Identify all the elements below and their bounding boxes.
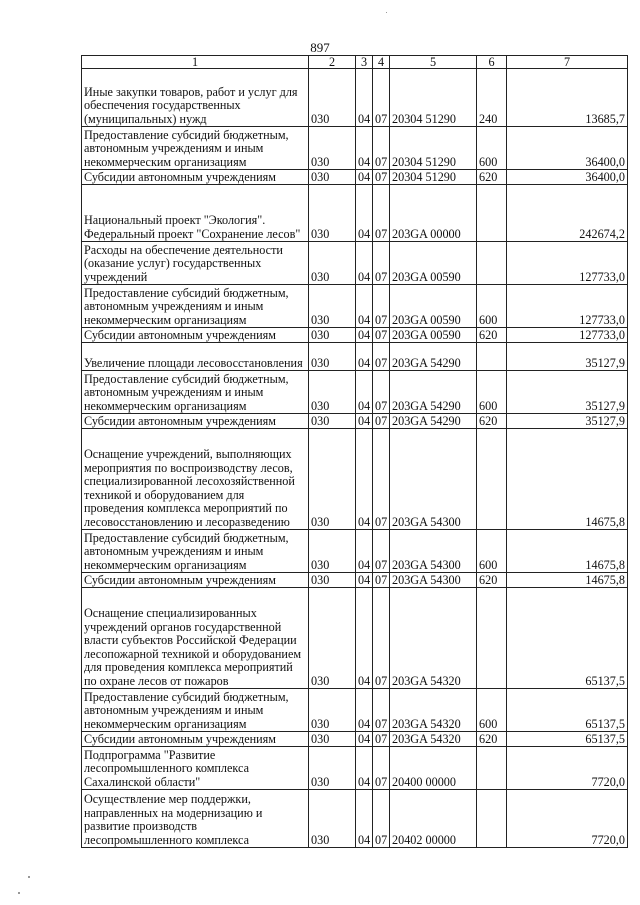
table-row (82, 185, 628, 242)
page-number: 897 (310, 40, 330, 55)
cell-type: 600 (477, 689, 507, 732)
scan-speck (28, 876, 30, 878)
cell-amount: 127733,0 (507, 242, 628, 285)
cell-type: 600 (477, 371, 507, 414)
cell-section: 04 (356, 747, 373, 790)
cell-target: 203GA 54300 (390, 429, 477, 530)
cell-type: 620 (477, 328, 507, 343)
table-header-row (82, 56, 628, 69)
cell-type (477, 429, 507, 530)
cell-amount: 7720,0 (507, 790, 628, 848)
table-row (82, 573, 628, 588)
cell-section: 04 (356, 170, 373, 185)
cell-ministry: 030 (309, 185, 356, 242)
cell-section: 04 (356, 689, 373, 732)
cell-amount: 7720,0 (507, 747, 628, 790)
cell-type: 600 (477, 530, 507, 573)
cell-section: 04 (356, 69, 373, 127)
cell-amount: 35127,9 (507, 343, 628, 371)
cell-ministry: 030 (309, 328, 356, 343)
table-row (82, 285, 628, 328)
cell-ministry: 030 (309, 732, 356, 747)
cell-amount: 127733,0 (507, 285, 628, 328)
cell-target: 20402 00000 (390, 790, 477, 848)
cell-target: 203GA 54300 (390, 530, 477, 573)
cell-section: 04 (356, 414, 373, 429)
cell-type: 600 (477, 127, 507, 170)
cell-name: Предоставление субсидий бюджетным, автономным учреждениям и иным некоммерческим организациям (82, 127, 309, 170)
table-row (82, 242, 628, 285)
table-row (82, 588, 628, 689)
scan-speck (386, 12, 387, 13)
cell-type (477, 185, 507, 242)
cell-type: 620 (477, 732, 507, 747)
cell-subsection: 07 (373, 429, 390, 530)
scan-speck (18, 892, 20, 894)
cell-name: Увеличение площади лесовосстановления (82, 343, 309, 371)
cell-ministry: 030 (309, 747, 356, 790)
cell-name: Субсидии автономным учреждениям (82, 414, 309, 429)
cell-target: 203GA 54300 (390, 573, 477, 588)
cell-ministry: 030 (309, 242, 356, 285)
cell-section: 04 (356, 343, 373, 371)
table-row (82, 69, 628, 127)
cell-subsection: 07 (373, 127, 390, 170)
table-row (82, 747, 628, 790)
cell-subsection: 07 (373, 573, 390, 588)
cell-target: 20304 51290 (390, 170, 477, 185)
cell-type: 600 (477, 285, 507, 328)
budget-table (81, 55, 628, 848)
cell-ministry: 030 (309, 530, 356, 573)
cell-amount: 36400,0 (507, 170, 628, 185)
table-row (82, 414, 628, 429)
cell-amount: 35127,9 (507, 414, 628, 429)
cell-section: 04 (356, 371, 373, 414)
cell-subsection: 07 (373, 747, 390, 790)
table-row (82, 429, 628, 530)
cell-target: 203GA 54290 (390, 343, 477, 371)
cell-subsection: 07 (373, 414, 390, 429)
table-row (82, 170, 628, 185)
cell-subsection: 07 (373, 371, 390, 414)
cell-subsection: 07 (373, 285, 390, 328)
cell-name: Расходы на обеспечение деятельности (оказание услуг) государственных учреждений (82, 242, 309, 285)
cell-section: 04 (356, 328, 373, 343)
column-header: 6 (477, 56, 507, 69)
cell-amount: 35127,9 (507, 371, 628, 414)
cell-type: 240 (477, 69, 507, 127)
cell-name: Субсидии автономным учреждениям (82, 328, 309, 343)
cell-ministry: 030 (309, 127, 356, 170)
cell-name: Субсидии автономным учреждениям (82, 170, 309, 185)
cell-ministry: 030 (309, 689, 356, 732)
cell-name: Оснащение учреждений, выполняющих мероприятия по воспроизводству лесов, специализированной лесохозяйственной техникой и оборудованием для проведения комплекса мероприятий по лесовосстановлению и лесоразведению (82, 429, 309, 530)
cell-section: 04 (356, 588, 373, 689)
cell-name: Предоставление субсидий бюджетным, автономным учреждениям и иным некоммерческим организациям (82, 371, 309, 414)
cell-target: 203GA 54290 (390, 414, 477, 429)
table-row (82, 530, 628, 573)
cell-section: 04 (356, 127, 373, 170)
cell-ministry: 030 (309, 429, 356, 530)
cell-target: 203GA 54320 (390, 732, 477, 747)
cell-amount: 242674,2 (507, 185, 628, 242)
cell-ministry: 030 (309, 170, 356, 185)
table-row (82, 689, 628, 732)
cell-name: Оснащение специализированных учреждений органов государственной власти субъектов Российской Федерации лесопожарной техникой и оборудованием для проведения комплекса мероприятий по охране лесов от пожаров (82, 588, 309, 689)
cell-type (477, 588, 507, 689)
cell-target: 203GA 54320 (390, 689, 477, 732)
cell-section: 04 (356, 530, 373, 573)
cell-section: 04 (356, 429, 373, 530)
column-header: 1 (82, 56, 309, 69)
cell-subsection: 07 (373, 185, 390, 242)
cell-name: Иные закупки товаров, работ и услуг для обеспечения государственных (муниципальных) нужд (82, 69, 309, 127)
cell-type: 620 (477, 573, 507, 588)
cell-target: 203GA 54320 (390, 588, 477, 689)
table-row (82, 732, 628, 747)
cell-type (477, 242, 507, 285)
table-row (82, 328, 628, 343)
cell-target: 20304 51290 (390, 69, 477, 127)
cell-amount: 13685,7 (507, 69, 628, 127)
cell-target: 203GA 00590 (390, 242, 477, 285)
column-header: 2 (309, 56, 356, 69)
cell-target: 203GA 00590 (390, 285, 477, 328)
cell-section: 04 (356, 242, 373, 285)
cell-type (477, 790, 507, 848)
cell-target: 20400 00000 (390, 747, 477, 790)
cell-target: 203GA 54290 (390, 371, 477, 414)
table-row (82, 343, 628, 371)
cell-target: 203GA 00000 (390, 185, 477, 242)
cell-subsection: 07 (373, 790, 390, 848)
cell-amount: 127733,0 (507, 328, 628, 343)
cell-target: 203GA 00590 (390, 328, 477, 343)
cell-name: Предоставление субсидий бюджетным, автономным учреждениям и иным некоммерческим организациям (82, 285, 309, 328)
cell-subsection: 07 (373, 170, 390, 185)
cell-ministry: 030 (309, 285, 356, 328)
cell-name: Национальный проект "Экология". Федеральный проект "Сохранение лесов" (82, 185, 309, 242)
cell-type (477, 747, 507, 790)
table-row (82, 127, 628, 170)
cell-ministry: 030 (309, 414, 356, 429)
cell-name: Подпрограмма "Развитие лесопромышленного комплекса Сахалинской области" (82, 747, 309, 790)
cell-section: 04 (356, 185, 373, 242)
cell-name: Осуществление мер поддержки, направленных на модернизацию и развитие производств лесопромышленного комплекса (82, 790, 309, 848)
cell-subsection: 07 (373, 732, 390, 747)
cell-amount: 14675,8 (507, 573, 628, 588)
cell-subsection: 07 (373, 328, 390, 343)
cell-amount: 36400,0 (507, 127, 628, 170)
cell-name: Предоставление субсидий бюджетным, автономным учреждениям и иным некоммерческим организациям (82, 689, 309, 732)
cell-type: 620 (477, 414, 507, 429)
cell-amount: 65137,5 (507, 732, 628, 747)
cell-ministry: 030 (309, 69, 356, 127)
cell-subsection: 07 (373, 242, 390, 285)
cell-target: 20304 51290 (390, 127, 477, 170)
table-row (82, 790, 628, 848)
cell-ministry: 030 (309, 790, 356, 848)
column-header: 3 (356, 56, 373, 69)
cell-subsection: 07 (373, 69, 390, 127)
cell-name: Субсидии автономным учреждениям (82, 732, 309, 747)
cell-amount: 14675,8 (507, 429, 628, 530)
cell-ministry: 030 (309, 343, 356, 371)
cell-ministry: 030 (309, 573, 356, 588)
cell-amount: 65137,5 (507, 689, 628, 732)
column-header: 4 (373, 56, 390, 69)
cell-section: 04 (356, 790, 373, 848)
cell-name: Субсидии автономным учреждениям (82, 573, 309, 588)
column-header: 5 (390, 56, 477, 69)
cell-section: 04 (356, 285, 373, 328)
cell-subsection: 07 (373, 530, 390, 573)
cell-section: 04 (356, 732, 373, 747)
cell-subsection: 07 (373, 689, 390, 732)
cell-subsection: 07 (373, 343, 390, 371)
cell-subsection: 07 (373, 588, 390, 689)
cell-section: 04 (356, 573, 373, 588)
cell-type (477, 343, 507, 371)
cell-ministry: 030 (309, 371, 356, 414)
table-row (82, 371, 628, 414)
cell-ministry: 030 (309, 588, 356, 689)
column-header: 7 (507, 56, 628, 69)
cell-type: 620 (477, 170, 507, 185)
cell-name: Предоставление субсидий бюджетным, автономным учреждениям и иным некоммерческим организациям (82, 530, 309, 573)
cell-amount: 14675,8 (507, 530, 628, 573)
cell-amount: 65137,5 (507, 588, 628, 689)
